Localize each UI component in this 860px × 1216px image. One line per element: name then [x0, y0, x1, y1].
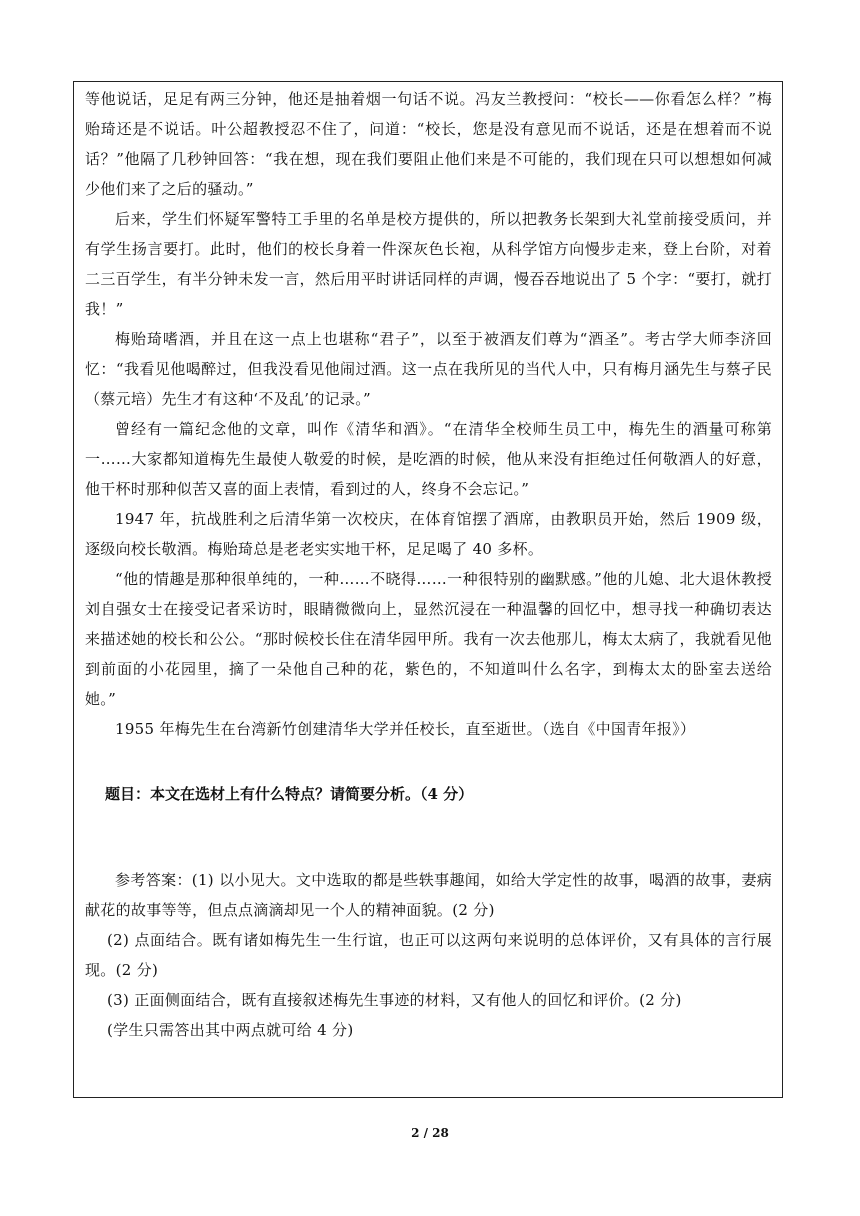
- article-paragraph-7: 1955 年梅先生在台湾新竹创建清华大学并任校长，直至逝世。（选自《中国青年报》）: [115, 720, 696, 738]
- content-frame: [73, 81, 783, 1098]
- article-paragraph-5: 1947 年，抗战胜利之后清华第一次校庆，在体育馆摆了酒席，由教职员开始，然后 1909 级，逐级向校长敬酒。梅贻琦总是老老实实地干杯，足足喝了 40 多杯。: [85, 510, 772, 558]
- answer-line-1: 参考答案：(1) 以小见大。文中选取的都是些轶事趣闻，如给大学定性的故事，喝酒的故事，妻病献花的故事等等，但点点滴滴却见一个人的精神面貌。(2 分): [85, 871, 772, 919]
- answer-block: [85, 865, 772, 1045]
- article-paragraph-6: “他的情趣是那种很单纯的，一种……不晓得……一种很特别的幽默感。”他的儿媳、北大退休教授刘自强女士在接受记者采访时，眼睛微微向上，显然沉浸在一种温馨的回忆中，想寻找一种确切表达来描述她的校长和公公。“那时候校长住在清华园甲所。我有一次去他那儿，梅太太病了，我就看见他到前面的小花园里，摘了一朵他自己种的花，紫色的，不知道叫什么名字，到梅太太的卧室去送给她。”: [85, 570, 772, 708]
- answer-note: (学生只需答出其中两点就可给 4 分): [107, 1021, 354, 1039]
- page-number: 2 / 28: [411, 1126, 449, 1140]
- article-paragraph-4: 曾经有一篇纪念他的文章，叫作《清华和酒》。“在清华全校师生员工中，梅先生的酒量可称第一……大家都知道梅先生最使人敬爱的时候，是吃酒的时候，他从来没有拒绝过任何敬酒人的好意，他干杯时那种似苦又喜的面上表情，看到过的人，终身不会忘记。”: [85, 420, 772, 498]
- article-paragraph-1: 等他说话，足足有两三分钟，他还是抽着烟一句话不说。冯友兰教授问：“校长——你看怎么样？”梅贻琦还是不说话。叶公超教授忍不住了，问道：“校长，您是没有意见而不说话，还是在想着而不说话？”他隔了几秒钟回答：“我在想，现在我们要阻止他们来是不可能的，我们现在只可以想想如何减少他们来了之后的骚动。”: [85, 90, 772, 198]
- answer-line-2: (2) 点面结合。既有诸如梅先生一生行谊，也正可以这两句来说明的总体评价，又有具体的言行展现。(2 分): [85, 931, 772, 979]
- answer-line-3: (3) 正面侧面结合，既有直接叙述梅先生事迹的材料，又有他人的回忆和评价。(2 分): [107, 991, 682, 1009]
- question-heading: 题目：本文在选材上有什么特点？请简要分析。（4 分）: [105, 785, 474, 803]
- article-paragraph-2: 后来，学生们怀疑军警特工手里的名单是校方提供的，所以把教务长架到大礼堂前接受质问，并有学生扬言要打。此时，他们的校长身着一件深灰色长袍，从科学馆方向慢步走来，登上台阶，对着二三百学生，有半分钟未发一言，然后用平时讲话同样的声调，慢吞吞地说出了 5 个字：“要打，就打我！”: [85, 210, 772, 318]
- article-paragraph-3: 梅贻琦嗜酒，并且在这一点上也堪称“君子”，以至于被酒友们尊为“酒圣”。考古学大师李济回忆：“我看见他喝醉过，但我没看见他闹过酒。这一点在我所见的当代人中，只有梅月涵先生与蔡孑民（蔡元培）先生才有这种‘不及乱’的记录。”: [85, 330, 772, 408]
- document-content: [85, 84, 772, 1045]
